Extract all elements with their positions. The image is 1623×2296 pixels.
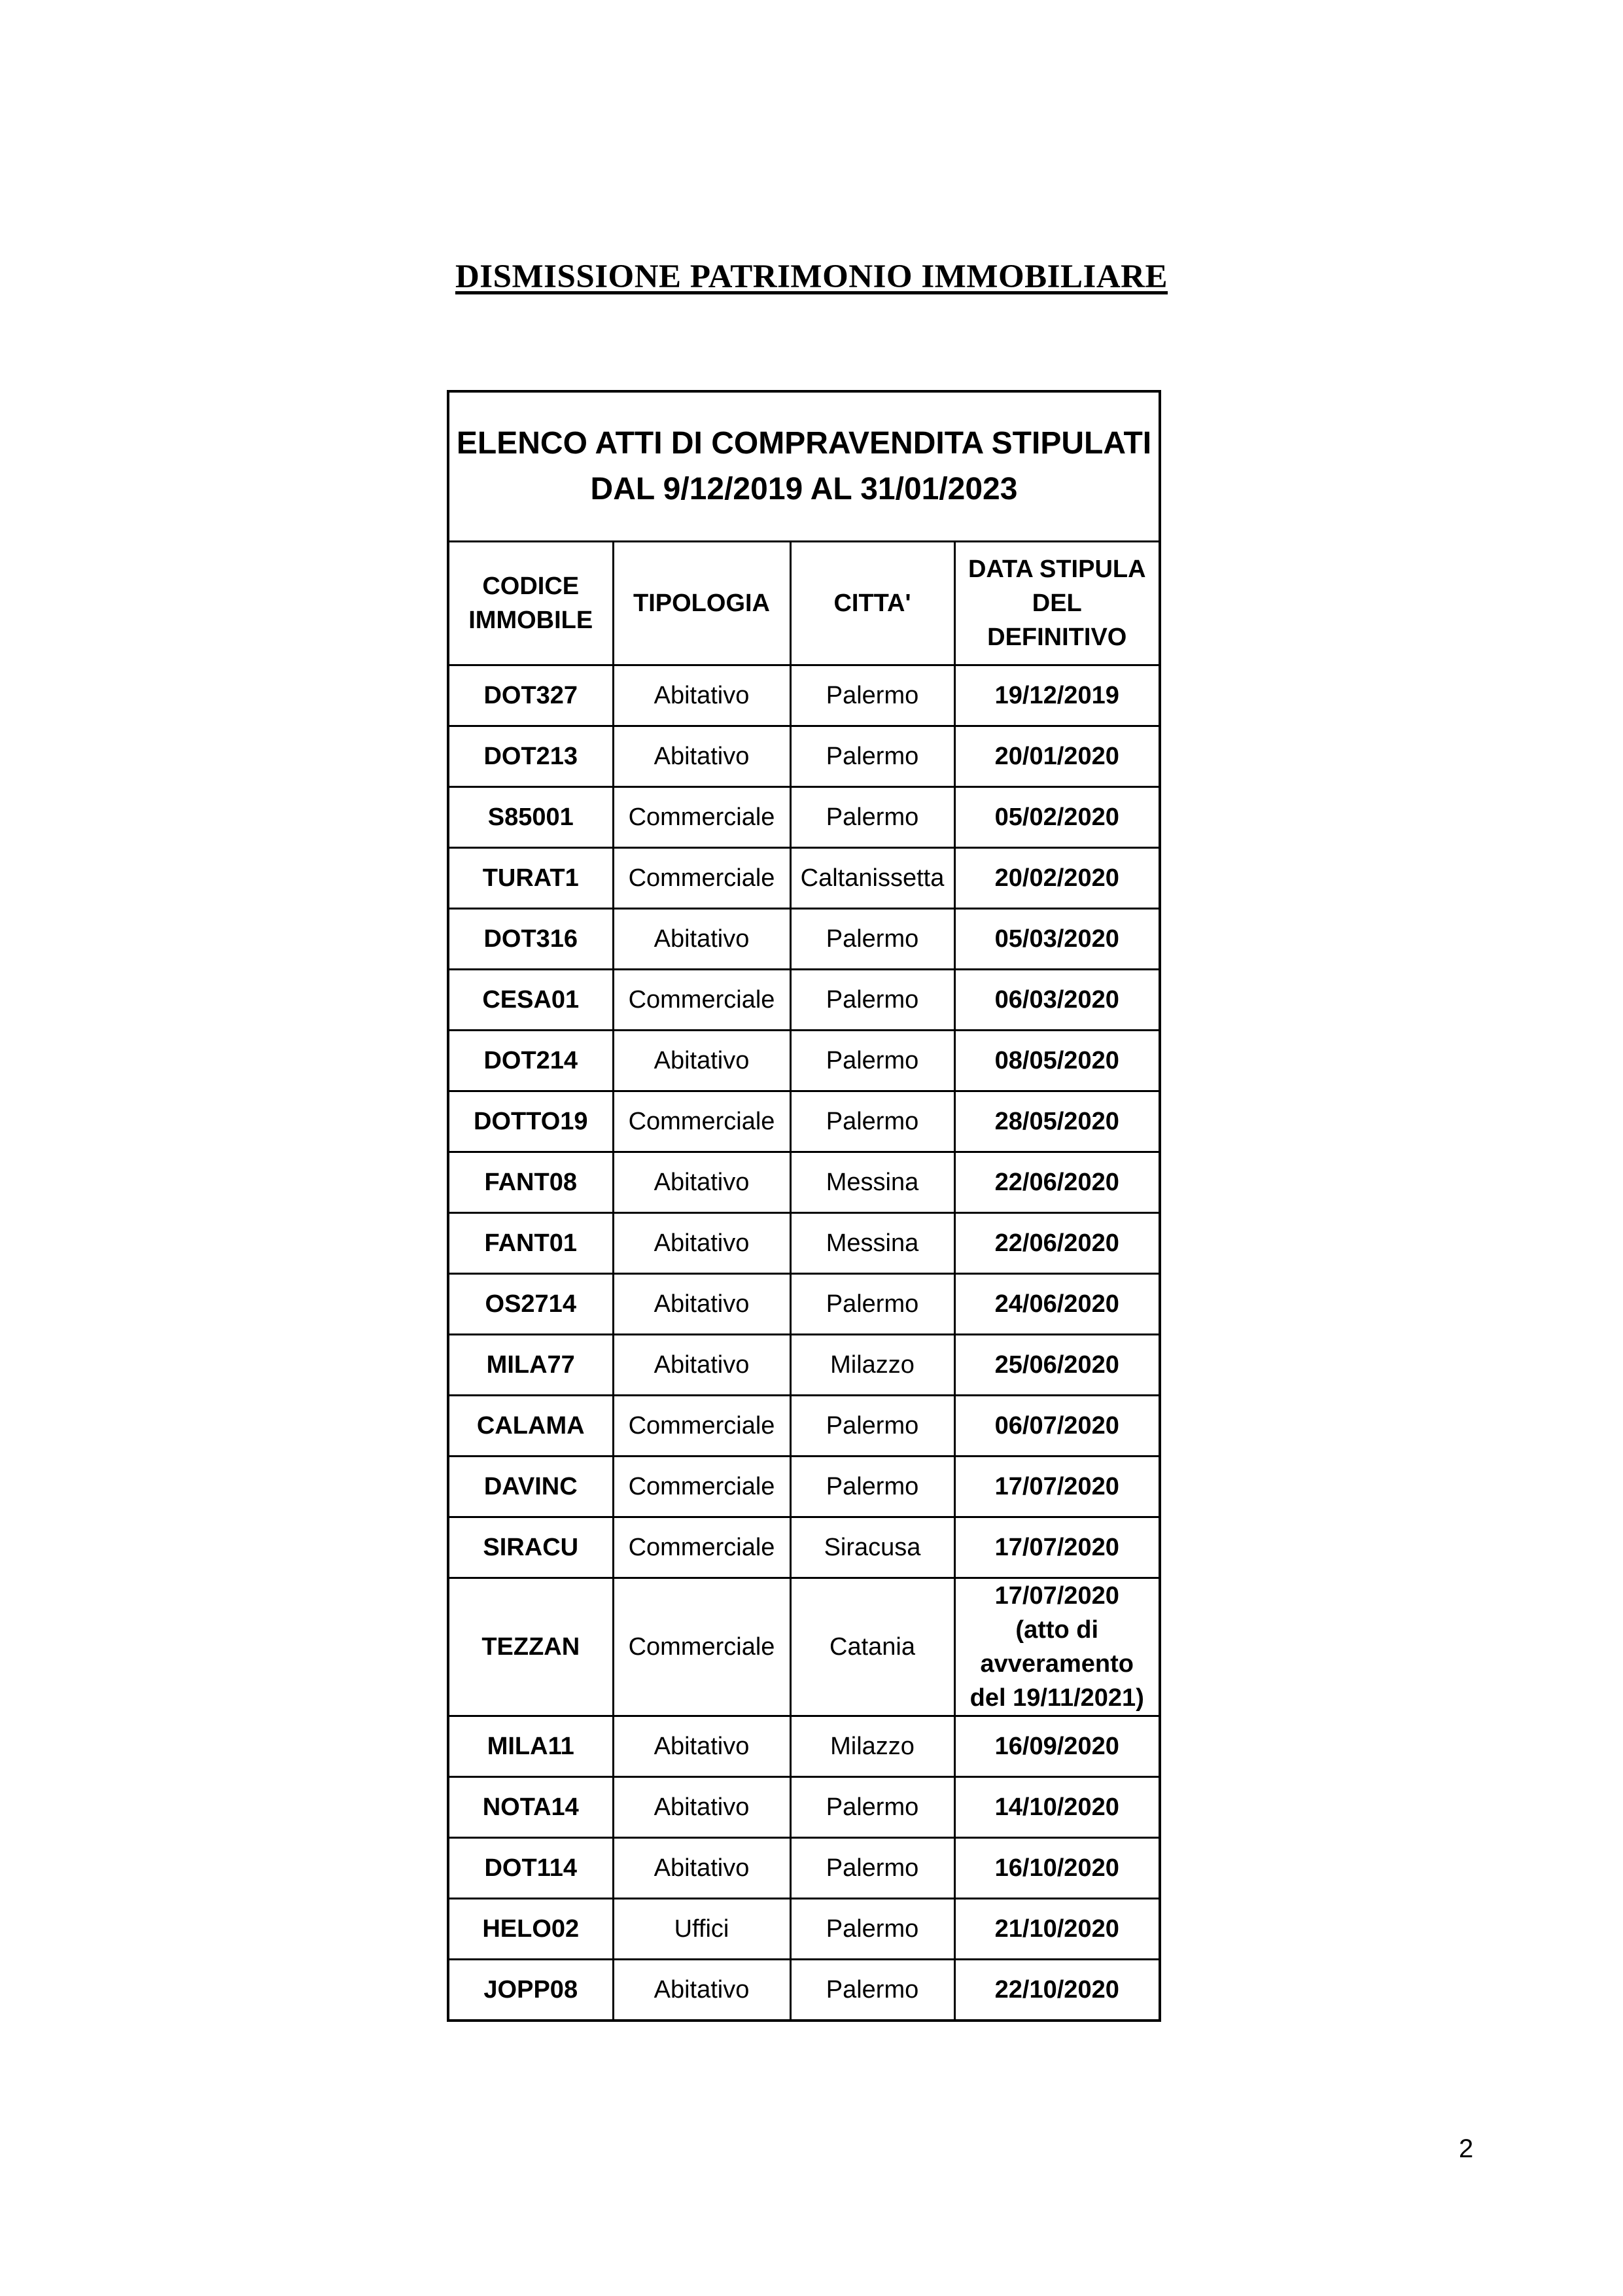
cell-code: OS2714 (449, 1274, 613, 1335)
header-date-line-1: DATA STIPULA (968, 556, 1146, 583)
header-code-line-1: CODICE (482, 573, 580, 600)
table-row (449, 1716, 1159, 1777)
cell-city: Palermo (790, 970, 954, 1031)
cell-city: Palermo (790, 1091, 954, 1152)
header-code (449, 542, 613, 665)
cell-type: Abitativo (613, 1960, 790, 2020)
cell-date-line: avveramento (980, 1650, 1134, 1678)
cell-city: Siracusa (790, 1517, 954, 1578)
cell-date-line: (atto di (1015, 1616, 1099, 1644)
cell-code: TEZZAN (449, 1578, 613, 1716)
cell-type: Abitativo (613, 1777, 790, 1838)
cell-code: S85001 (449, 787, 613, 848)
cell-type: Commerciale (613, 1517, 790, 1578)
cell-date: 24/06/2020 (954, 1274, 1159, 1335)
cell-type: Abitativo (613, 1152, 790, 1213)
table-row (449, 787, 1159, 848)
cell-type: Abitativo (613, 909, 790, 970)
table-row (449, 1152, 1159, 1213)
cell-code: FANT01 (449, 1213, 613, 1274)
header-code-line-2: IMMOBILE (468, 607, 593, 634)
table-row (449, 1578, 1159, 1716)
table-row (449, 1899, 1159, 1960)
cell-date: 28/05/2020 (954, 1091, 1159, 1152)
cell-city: Caltanissetta (790, 848, 954, 909)
cell-date: 14/10/2020 (954, 1777, 1159, 1838)
cell-code: MILA11 (449, 1716, 613, 1777)
page-number: 2 (1459, 2134, 1474, 2163)
table-body (449, 665, 1159, 2020)
cell-city: Palermo (790, 1777, 954, 1838)
cell-city: Palermo (790, 1899, 954, 1960)
table-row (449, 1091, 1159, 1152)
cell-type: Commerciale (613, 1091, 790, 1152)
cell-city: Palermo (790, 1031, 954, 1091)
cell-city: Palermo (790, 909, 954, 970)
table-row (449, 1031, 1159, 1091)
cell-type: Abitativo (613, 1716, 790, 1777)
header-type: TIPOLOGIA (613, 542, 790, 665)
cell-code: HELO02 (449, 1899, 613, 1960)
cell-city: Palermo (790, 726, 954, 787)
cell-code: CESA01 (449, 970, 613, 1031)
table-row (449, 970, 1159, 1031)
cell-date: 25/06/2020 (954, 1335, 1159, 1396)
cell-type: Commerciale (613, 787, 790, 848)
cell-date: 20/02/2020 (954, 848, 1159, 909)
cell-type: Abitativo (613, 1213, 790, 1274)
cell-code: MILA77 (449, 1335, 613, 1396)
table-row (449, 1838, 1159, 1899)
table-row (449, 909, 1159, 970)
table-row (449, 1335, 1159, 1396)
cell-date: 08/05/2020 (954, 1031, 1159, 1091)
table-title (449, 393, 1159, 542)
cell-date: 22/06/2020 (954, 1152, 1159, 1213)
cell-date: 19/12/2019 (954, 665, 1159, 726)
cell-code: DOT114 (449, 1838, 613, 1899)
cell-city: Palermo (790, 1838, 954, 1899)
table-title-line-1: ELENCO ATTI DI COMPRAVENDITA STIPULATI (456, 426, 1152, 461)
cell-city: Palermo (790, 1396, 954, 1457)
cell-type: Commerciale (613, 1457, 790, 1517)
header-row (449, 542, 1159, 665)
table-row (449, 1777, 1159, 1838)
cell-date: 22/10/2020 (954, 1960, 1159, 2020)
cell-date: 21/10/2020 (954, 1899, 1159, 1960)
cell-city: Catania (790, 1578, 954, 1716)
cell-date: 16/10/2020 (954, 1838, 1159, 1899)
cell-type: Uffici (613, 1899, 790, 1960)
cell-code: CALAMA (449, 1396, 613, 1457)
cell-date: 05/02/2020 (954, 787, 1159, 848)
cell-type: Commerciale (613, 970, 790, 1031)
cell-code: DAVINC (449, 1457, 613, 1517)
deeds-grid (449, 542, 1159, 2019)
cell-date: 05/03/2020 (954, 909, 1159, 970)
cell-type: Abitativo (613, 1335, 790, 1396)
cell-date: 16/09/2020 (954, 1716, 1159, 1777)
table-title-line-2: DAL 9/12/2019 AL 31/01/2023 (590, 472, 1018, 506)
cell-code: FANT08 (449, 1152, 613, 1213)
table-row (449, 1960, 1159, 2020)
cell-code: SIRACU (449, 1517, 613, 1578)
table-row (449, 1396, 1159, 1457)
cell-code: DOT213 (449, 726, 613, 787)
cell-date-line: del 19/11/2021) (969, 1684, 1144, 1712)
header-date-line-2: DEL DEFINITIVO (987, 590, 1127, 651)
cell-city: Palermo (790, 1457, 954, 1517)
cell-city: Messina (790, 1213, 954, 1274)
cell-city: Palermo (790, 1960, 954, 2020)
table-row (449, 726, 1159, 787)
table-row (449, 1274, 1159, 1335)
cell-date: 17/07/2020 (954, 1457, 1159, 1517)
cell-date: 06/03/2020 (954, 970, 1159, 1031)
table-row (449, 1517, 1159, 1578)
cell-type: Abitativo (613, 1031, 790, 1091)
cell-code: DOT316 (449, 909, 613, 970)
cell-code: TURAT1 (449, 848, 613, 909)
cell-type: Commerciale (613, 848, 790, 909)
header-city: CITTA' (790, 542, 954, 665)
sales-deeds-table (447, 390, 1161, 2022)
cell-type: Abitativo (613, 1274, 790, 1335)
cell-code: DOTTO19 (449, 1091, 613, 1152)
table-row (449, 1457, 1159, 1517)
cell-type: Abitativo (613, 665, 790, 726)
cell-type: Abitativo (613, 726, 790, 787)
table-row (449, 1213, 1159, 1274)
cell-code: DOT327 (449, 665, 613, 726)
cell-code: DOT214 (449, 1031, 613, 1091)
cell-date: 17/07/2020 (954, 1517, 1159, 1578)
cell-date: 06/07/2020 (954, 1396, 1159, 1457)
cell-code: JOPP08 (449, 1960, 613, 2020)
cell-type: Commerciale (613, 1578, 790, 1716)
cell-city: Messina (790, 1152, 954, 1213)
table-row (449, 665, 1159, 726)
cell-city: Milazzo (790, 1335, 954, 1396)
cell-date (954, 1578, 1159, 1716)
cell-date-line: 17/07/2020 (994, 1582, 1119, 1610)
cell-type: Abitativo (613, 1838, 790, 1899)
cell-date: 20/01/2020 (954, 726, 1159, 787)
table-row (449, 848, 1159, 909)
cell-code: NOTA14 (449, 1777, 613, 1838)
cell-city: Milazzo (790, 1716, 954, 1777)
header-date (954, 542, 1159, 665)
document-title: DISMISSIONE PATRIMONIO IMMOBILIARE (455, 258, 1168, 295)
cell-city: Palermo (790, 787, 954, 848)
cell-date: 22/06/2020 (954, 1213, 1159, 1274)
cell-type: Commerciale (613, 1396, 790, 1457)
cell-city: Palermo (790, 665, 954, 726)
cell-city: Palermo (790, 1274, 954, 1335)
